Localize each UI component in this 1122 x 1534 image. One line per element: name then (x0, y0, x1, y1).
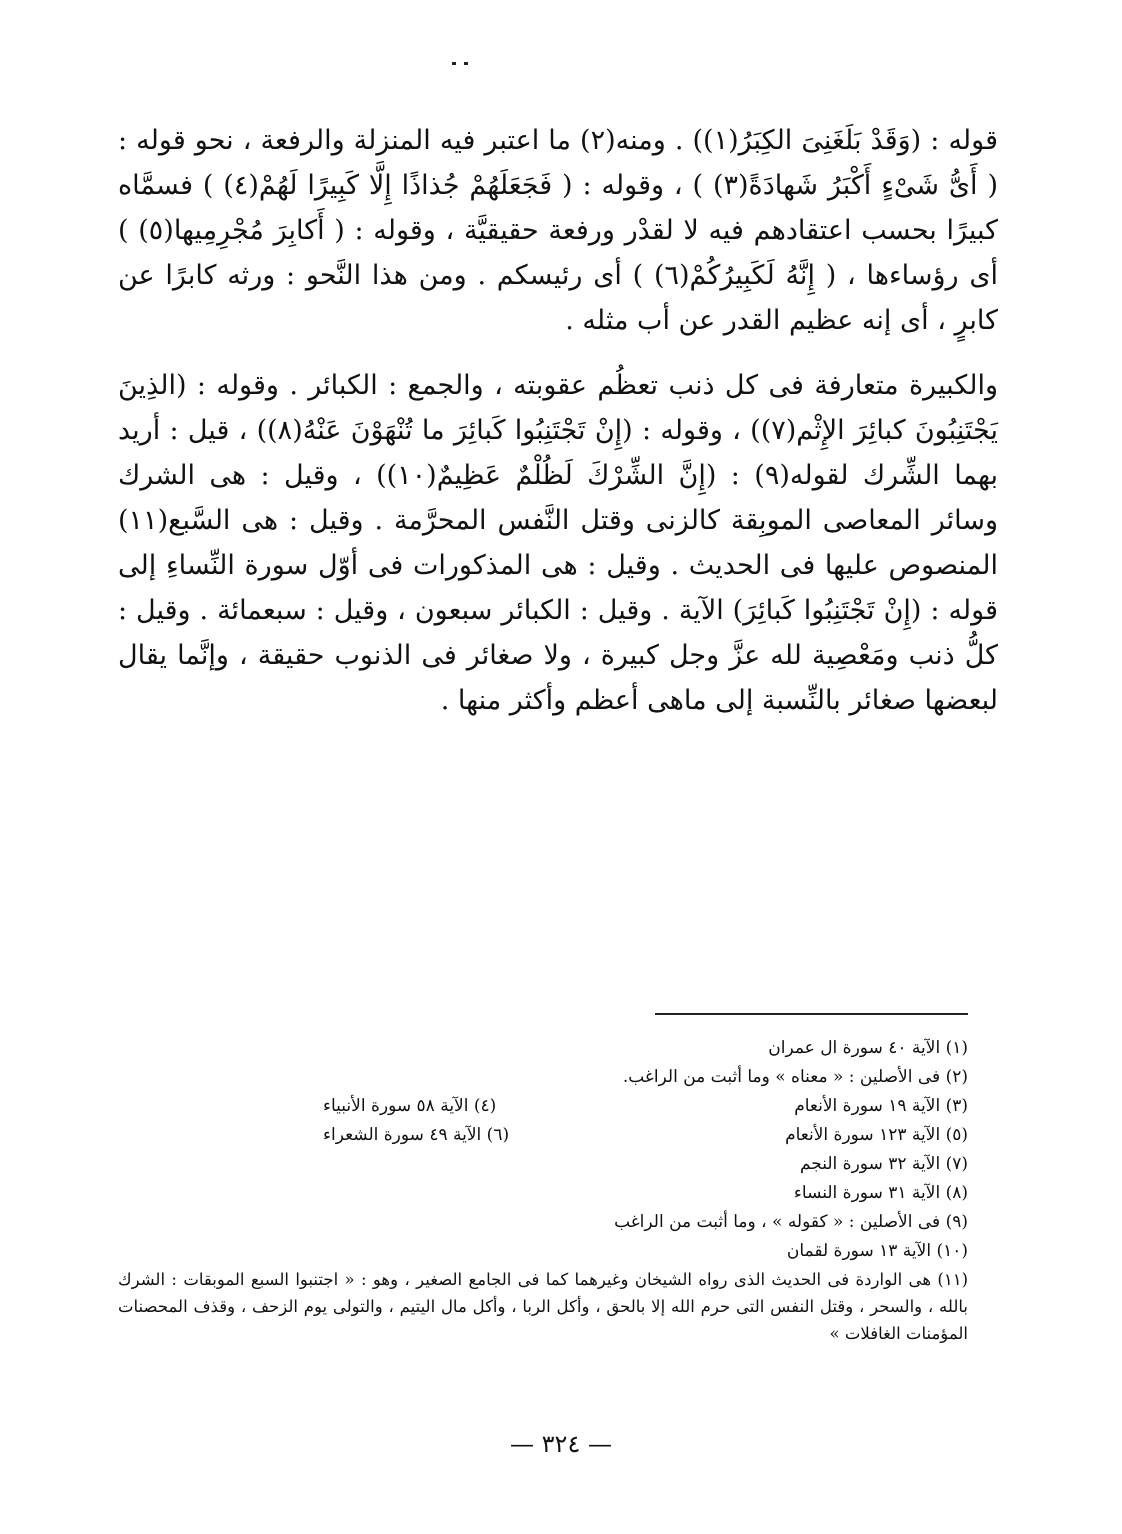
footnote-row (118, 1092, 998, 1121)
footnote-row (118, 1150, 998, 1179)
footnote-7: (٧) الآية ٣٢ سورة النجم (799, 1154, 968, 1174)
footnote-row (118, 1179, 998, 1208)
footnote-3: (٣) الآية ١٩ سورة الأنعام (794, 1096, 968, 1116)
page-number: — ٣٢٤ — (510, 1430, 612, 1458)
paragraph-1: قوله : (وَقَدْ بَلَغَنِىَ الكِبَرُ(١)) . ومنه(٢) ما اعتبر فيه المنزلة والرفعة ، نحو قوله : ( أَىُّ شَىْءٍ أَكْبَرُ شَهادَةً(٣) ) ، وقوله : ( فَجَعَلَهُمْ جُذاذًا إِلَّا كَبِيرًا لَهُمْ(٤) ) فسمَّاه كبيرًا بحسب اعتقادهم فيه لا لقدْر ورفعة حقيقيَّة ، وقوله : ( أَكابِرَ مُجْرِمِيها(٥) ) أى رؤساءها ، ( إِنَّهُ لَكَبِيرُكُمْ(٦) ) أى رئيسكم . ومن هذا النَّحو : ورثه كابرًا عن كابرٍ ، أى إنه عظيم القدر عن أب مثله . (118, 125, 999, 336)
top-ornament-mark (452, 62, 470, 65)
footnote-row (118, 1208, 998, 1237)
footnote-2: (٢) فى الأصلين : « معناه » وما أثبت من الراغب. (622, 1067, 968, 1087)
footnote-row (118, 1034, 998, 1063)
footnote-1: (١) الآية ٤٠ سورة ال عمران (768, 1038, 968, 1058)
footnote-4: (٤) الآية ٥٨ سورة الأنبياء (323, 1096, 497, 1116)
footnote-10: (١٠) الآية ١٣ سورة لقمان (786, 1241, 968, 1261)
footnote-6: (٦) الآية ٤٩ سورة الشعراء (323, 1125, 510, 1145)
footnote-row (118, 1121, 998, 1150)
footnote-11: (١١) هى الواردة فى الحديث الذى رواه الشيخان وغيرهما كما فى الجامع الصغير ، وهو : « اجتنبوا السبع الموبقات : الشرك بالله ، والسحر ، وقتل النفس التى حرم الله إلا بالحق ، وأكل الربا ، وأكل مال اليتيم ، والتولى يوم الزحف ، وقذف المحصنات المؤمنات الغافلات » (118, 1270, 968, 1343)
main-text (118, 118, 998, 723)
footnote-8: (٨) الآية ٣١ سورة النساء (793, 1183, 968, 1203)
paragraph-2: والكبيرة متعارفة فى كل ذنب تعظُم عقوبته ، والجمع : الكبائر . وقوله : (الذِينَ يَجْتَنِبُونَ كبائِرَ الإِثْم(٧)) ، وقوله : (إِنْ تَجْتَنِبُوا كَبائِرَ ما تُنْهَوْنَ عَنْهُ(٨)) ، قيل : أريد بهما الشِّرك لقوله(٩) : (إِنَّ الشِّرْكَ لَظُلْمٌ عَظِيمٌ(١٠)) ، وقيل : هى الشرك وسائر المعاصى الموبِقة كالزنى وقتل النَّفس المحرَّمة . وقيل : هى السَّبع(١١) المنصوص عليها فى الحديث . وقيل : هى المذكورات فى أوّل سورة النِّساءِ إلى قوله : (إِنْ تَجْتَنِبُوا كَبائِرَ) الآية . وقيل : الكبائر سبعون ، وقيل : سبعمائة . وقيل : كلُّ ذنب ومَعْصِية لله عزَّ وجل كبيرة ، ولا صغائر فى الذنوب حقيقة ، وإنَّما يقال لبعضها صغائر بالنِّسبة إلى ماهى أعظم وأكثر منها . (118, 370, 998, 716)
footnote-9: (٩) فى الأصلين : « كقوله » ، وما أثبت من الراغب (614, 1212, 968, 1232)
footnotes (118, 1034, 998, 1347)
footnote-row (118, 1237, 998, 1266)
footnote-row (118, 1063, 998, 1092)
footnote-separator (655, 1013, 968, 1015)
footnote-5: (٥) الآية ١٢٣ سورة الأنعام (785, 1125, 968, 1145)
